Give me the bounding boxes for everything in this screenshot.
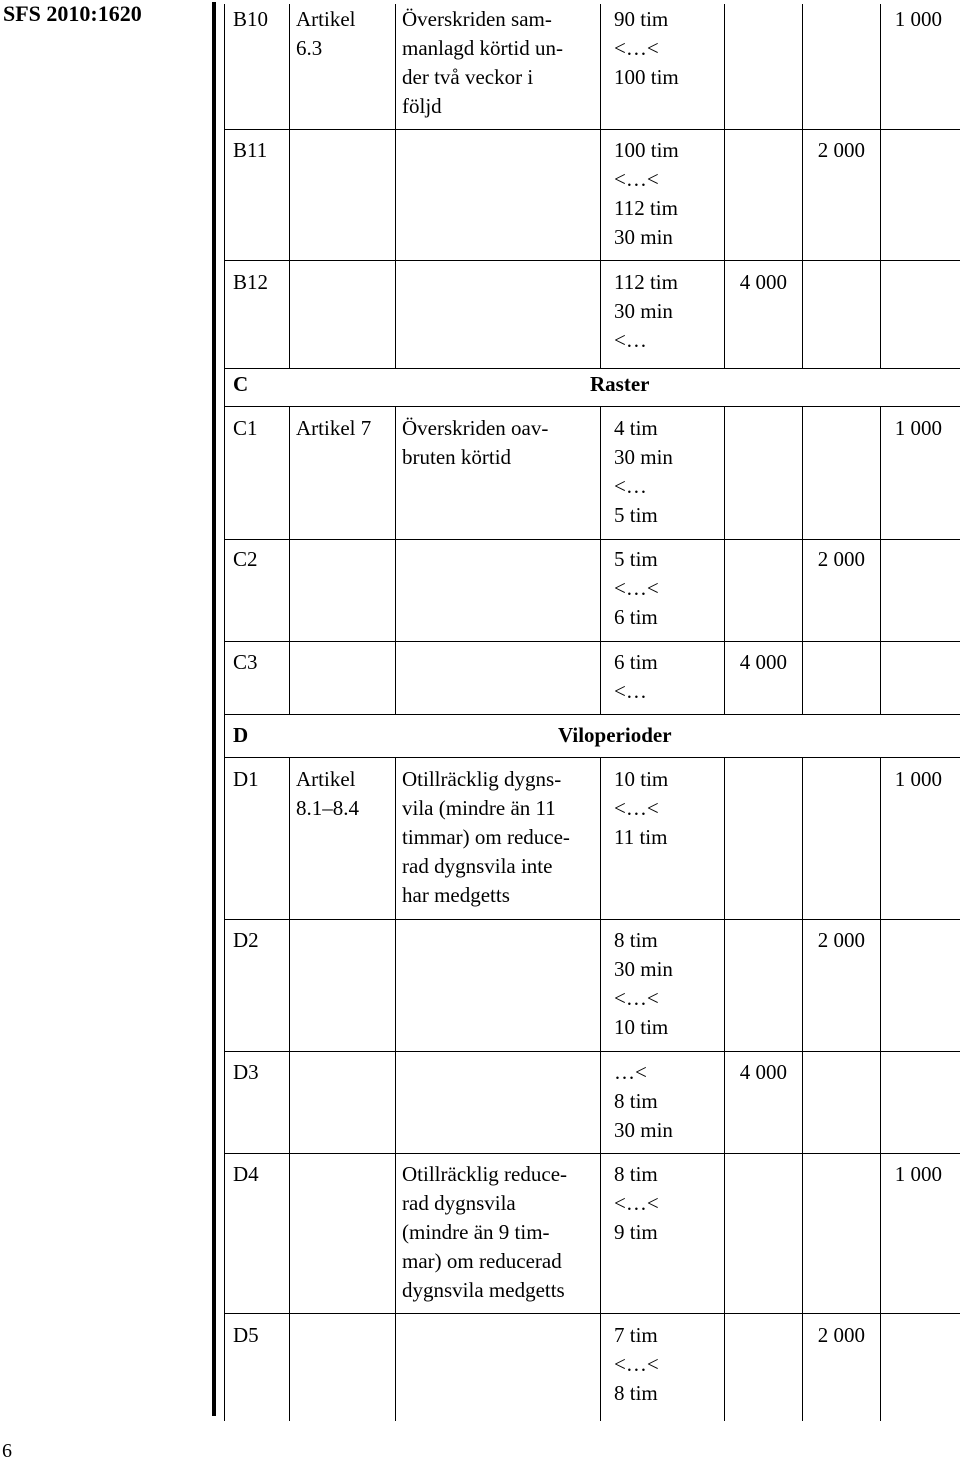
- time-interval-cell: 7 tim <…< 8 tim: [614, 1323, 659, 1405]
- row-code: D4: [233, 1162, 259, 1186]
- row-code: C3: [233, 650, 258, 674]
- grid-line: [880, 757, 881, 1421]
- row-code: D3: [233, 1060, 259, 1084]
- grid-line: [224, 1051, 960, 1052]
- grid-line: [880, 4, 881, 368]
- grid-line: [289, 406, 290, 714]
- time-interval-cell: 6 tim <…: [614, 650, 658, 703]
- row-code: B12: [233, 270, 269, 294]
- article-cell: Artikel 8.1–8.4: [296, 767, 359, 820]
- grid-line: [224, 4, 225, 1421]
- section-code: D: [233, 723, 249, 747]
- grid-line: [289, 757, 290, 1421]
- margin-bar: [212, 2, 216, 1416]
- grid-line: [289, 4, 290, 368]
- description-cell: Otillräcklig reduce- rad dygnsvila (mindre än 9 tim- mar) om reducerad dygnsvila medgetts: [402, 1162, 568, 1302]
- grid-line: [224, 714, 960, 715]
- row-code: D1: [233, 767, 259, 791]
- grid-line: [600, 406, 601, 714]
- grid-line: [395, 406, 396, 714]
- penalty-4000: 4 000: [739, 650, 787, 674]
- article-cell: Artikel 6.3: [296, 7, 356, 60]
- time-interval-cell: 90 tim <…< 100 tim: [614, 7, 679, 89]
- penalty-1000: 1 000: [894, 767, 942, 791]
- grid-line: [224, 260, 960, 261]
- row-code: D5: [233, 1323, 259, 1347]
- row-code: D2: [233, 928, 259, 952]
- article-cell: Artikel 7: [296, 416, 372, 440]
- grid-line: [224, 129, 960, 130]
- penalty-1000: 1 000: [894, 1162, 942, 1186]
- grid-line: [224, 406, 960, 407]
- time-interval-cell: …< 8 tim 30 min: [614, 1060, 673, 1142]
- grid-line: [224, 919, 960, 920]
- penalty-2000: 2 000: [817, 928, 865, 952]
- description-cell: Överskriden sam- manlagd körtid un- der två veckor i följd: [402, 7, 563, 118]
- page-number: 6: [2, 1440, 12, 1462]
- time-interval-cell: 5 tim <…< 6 tim: [614, 547, 659, 629]
- grid-line: [600, 4, 601, 368]
- grid-line: [395, 4, 396, 368]
- time-interval-cell: 4 tim 30 min <… 5 tim: [614, 416, 673, 527]
- grid-line: [600, 757, 601, 1421]
- time-interval-cell: 8 tim 30 min <…< 10 tim: [614, 928, 673, 1039]
- grid-line: [224, 641, 960, 642]
- row-code: C1: [233, 416, 258, 440]
- section-title: Raster: [590, 372, 650, 396]
- grid-line: [224, 539, 960, 540]
- description-cell: Otillräcklig dygns- vila (mindre än 11 timmar) om reduce- rad dygnsvila inte har medgetts: [402, 767, 570, 907]
- penalty-4000: 4 000: [739, 1060, 787, 1084]
- grid-line: [224, 757, 960, 758]
- penalty-table: [224, 0, 960, 1421]
- row-code: C2: [233, 547, 258, 571]
- row-code: B10: [233, 7, 269, 31]
- grid-line: [724, 757, 725, 1421]
- grid-line: [224, 1153, 960, 1154]
- section-code: C: [233, 372, 249, 396]
- grid-line: [224, 1313, 960, 1314]
- grid-line: [224, 368, 960, 369]
- time-interval-cell: 8 tim <…< 9 tim: [614, 1162, 659, 1244]
- grid-line: [395, 757, 396, 1421]
- penalty-2000: 2 000: [817, 547, 865, 571]
- time-interval-cell: 100 tim <…< 112 tim 30 min: [614, 138, 679, 249]
- time-interval-cell: 112 tim 30 min <…: [614, 270, 678, 352]
- time-interval-cell: 10 tim <…< 11 tim: [614, 767, 669, 849]
- penalty-4000: 4 000: [739, 270, 787, 294]
- grid-line: [724, 4, 725, 368]
- grid-line: [880, 406, 881, 714]
- row-code: B11: [233, 138, 268, 162]
- penalty-2000: 2 000: [817, 1323, 865, 1347]
- section-title: Viloperioder: [558, 723, 672, 747]
- document-reference: SFS 2010:1620: [3, 1, 142, 26]
- grid-line: [802, 4, 803, 368]
- penalty-1000: 1 000: [894, 416, 942, 440]
- description-cell: Överskriden oav- bruten körtid: [402, 416, 549, 469]
- penalty-2000: 2 000: [817, 138, 865, 162]
- penalty-1000: 1 000: [894, 7, 942, 31]
